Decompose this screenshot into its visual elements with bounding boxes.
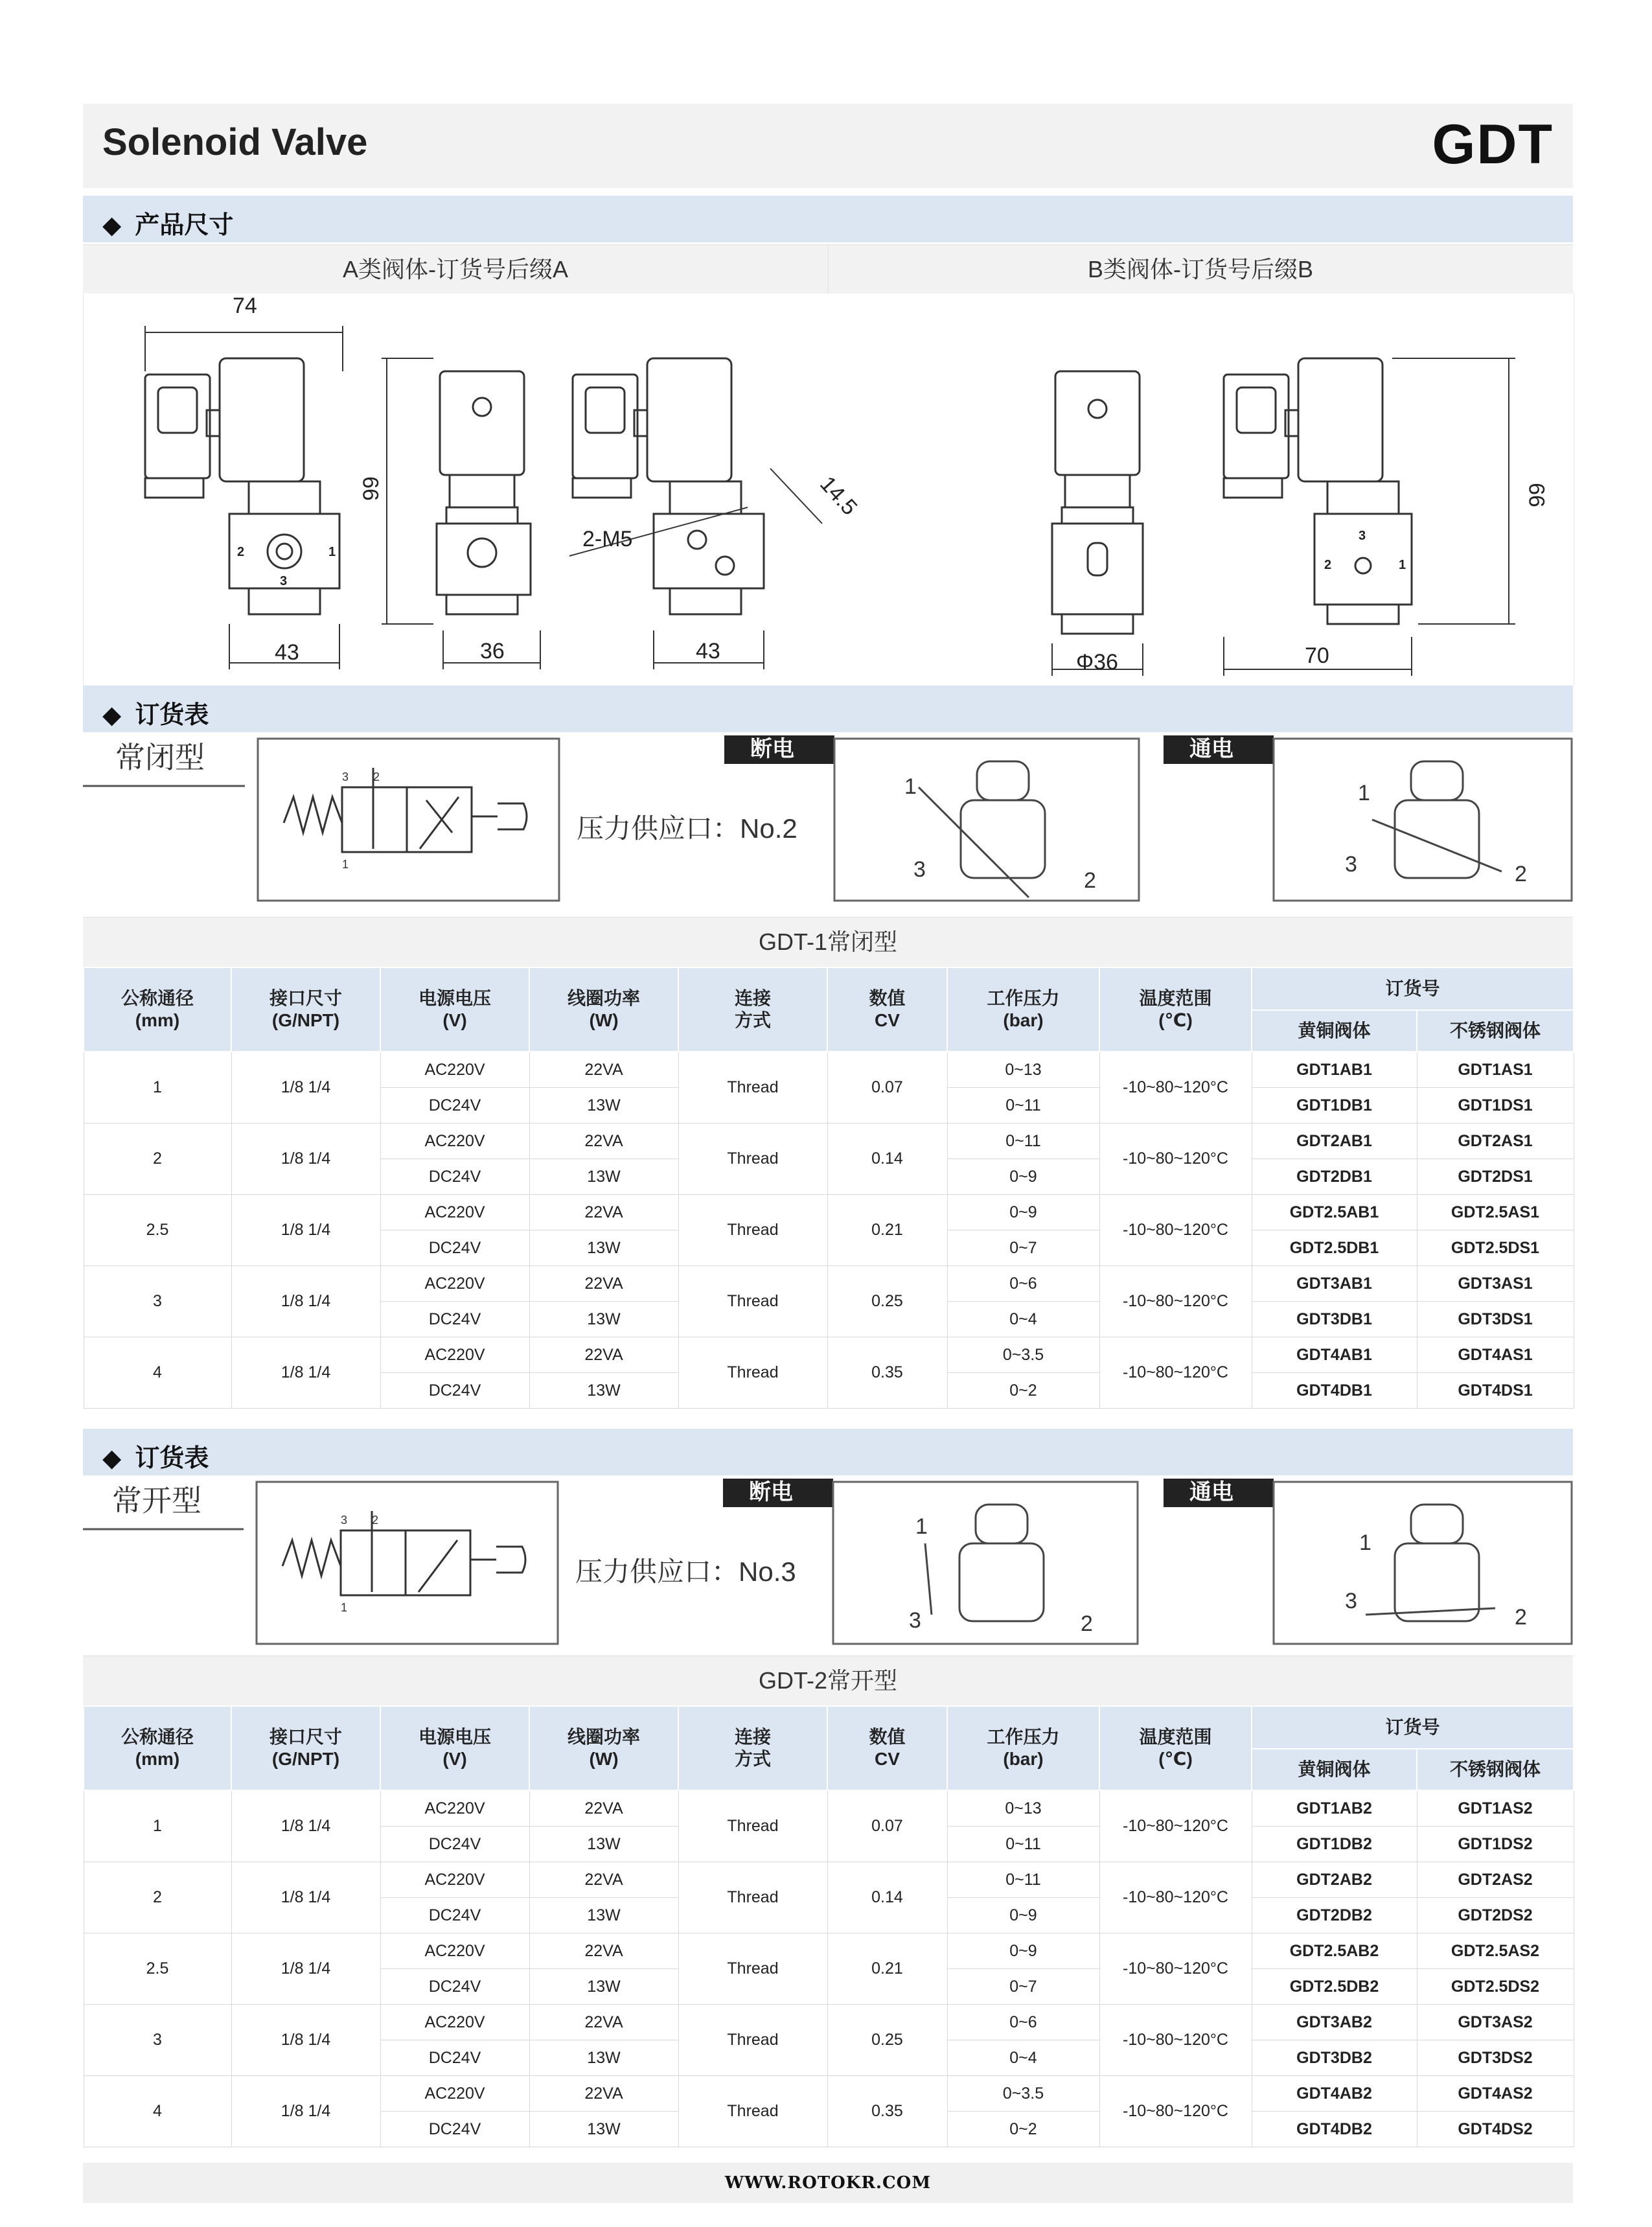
port-label-2-a: 2: [237, 545, 245, 559]
dim-width-a: 74: [233, 294, 257, 318]
cell-voltage: DC24V: [380, 1969, 529, 2005]
col-header-dn: 公称通径 (mm): [84, 1706, 231, 1790]
port-label-1-b: 1: [1399, 558, 1406, 572]
cell-voltage: DC24V: [380, 2112, 529, 2147]
nc-off-label: 断电: [750, 737, 794, 761]
no-on-label: 通电: [1189, 1480, 1233, 1505]
table-row: [84, 1052, 1574, 1088]
valve-a-front-drawing: [145, 326, 343, 669]
nc-on-port2: 2: [1515, 862, 1527, 886]
col-header-order: 订货号: [1252, 1706, 1574, 1749]
cell-voltage: DC24V: [380, 1827, 529, 1862]
section-header-order-no: [83, 1429, 1573, 1475]
cell-port: 1/8 1/4: [231, 1790, 380, 1862]
cell-dn: 1: [84, 1790, 231, 1862]
cell-pressure: 0~2: [947, 2112, 1099, 2147]
cell-connection: Thread: [678, 1862, 827, 1933]
cell-power: 13W: [529, 1373, 678, 1409]
table-row: [84, 1266, 1574, 1302]
nc-off-port2: 2: [1084, 868, 1096, 893]
cell-brass-code: GDT2DB2: [1252, 1898, 1417, 1933]
cell-pressure: 0~13: [947, 1052, 1099, 1088]
cell-ss-code: GDT2.5DS1: [1417, 1230, 1574, 1266]
valve-b-front-drawing: [1224, 358, 1515, 676]
section-title: 产品尺寸: [135, 212, 234, 239]
no-valve-symbol: [257, 1482, 558, 1644]
valve-a-side-drawing: [382, 358, 540, 669]
body-type-b-label: B类阀体-订货号后缀B: [1087, 256, 1313, 283]
no-on-port1: 1: [1359, 1530, 1371, 1555]
cell-voltage: AC220V: [380, 1862, 529, 1898]
cell-port: 1/8 1/4: [231, 2076, 380, 2147]
col-header-pressure: 工作压力 (bar): [947, 1706, 1099, 1790]
cell-voltage: DC24V: [380, 1230, 529, 1266]
cell-connection: Thread: [678, 1790, 827, 1862]
cell-power: 22VA: [529, 1266, 678, 1302]
cell-connection: Thread: [678, 1337, 827, 1409]
cell-temp: -10~80~120°C: [1099, 1337, 1252, 1409]
svg-text:常闭型: 常闭型: [115, 741, 205, 774]
col-header-cv: 数值 CV: [827, 1706, 947, 1790]
cell-pressure: 0~11: [947, 1862, 1099, 1898]
table-title-nc: GDT-1常闭型: [83, 917, 1573, 967]
col-header-ss: 不锈钢阀体: [1417, 1010, 1574, 1052]
col-header-connection: 连接 方式: [678, 1706, 827, 1790]
cell-brass-code: GDT3DB2: [1252, 2040, 1417, 2076]
cell-power: 22VA: [529, 2076, 678, 2112]
cell-voltage: AC220V: [380, 1195, 529, 1230]
page-header: [83, 104, 1573, 188]
section-header-order-nc: [83, 686, 1573, 732]
nc-diagram-row: [83, 735, 1573, 917]
cell-voltage: AC220V: [380, 2005, 529, 2040]
cell-voltage: DC24V: [380, 1898, 529, 1933]
no-supply-port: 压力供应口：No.3: [575, 1556, 796, 1587]
cell-power: 22VA: [529, 1124, 678, 1159]
cell-brass-code: GDT3DB1: [1252, 1302, 1417, 1337]
cell-temp: -10~80~120°C: [1099, 1124, 1252, 1195]
cell-dn: 2.5: [84, 1195, 231, 1266]
no-symbol-port3: 3: [341, 1514, 348, 1527]
cell-brass-code: GDT2.5DB2: [1252, 1969, 1417, 2005]
nc-symbol-port3: 3: [342, 770, 349, 783]
cell-brass-code: GDT1DB1: [1252, 1088, 1417, 1124]
cell-dn: 3: [84, 1266, 231, 1337]
cell-port: 1/8 1/4: [231, 1124, 380, 1195]
cell-port: 1/8 1/4: [231, 2005, 380, 2076]
dim-height-a: 99: [359, 476, 384, 501]
brand-logo: GDT: [1432, 113, 1554, 176]
nc-off-port3: 3: [913, 857, 926, 882]
nc-off-port1: 1: [904, 774, 917, 799]
cell-connection: Thread: [678, 1124, 827, 1195]
cell-ss-code: GDT1DS2: [1417, 1827, 1574, 1862]
col-header-port: 接口尺寸 (G/NPT): [231, 1706, 380, 1790]
cell-brass-code: GDT4AB2: [1252, 2076, 1417, 2112]
cell-ss-code: GDT1DS1: [1417, 1088, 1574, 1124]
dimension-drawing-svg: [84, 294, 1574, 686]
cell-brass-code: GDT2AB1: [1252, 1124, 1417, 1159]
cell-pressure: 0~3.5: [947, 1337, 1099, 1373]
cell-ss-code: GDT2AS1: [1417, 1124, 1574, 1159]
order-table-no: [83, 1705, 1574, 2147]
cell-brass-code: GDT4DB2: [1252, 2112, 1417, 2147]
table-row: [84, 2005, 1574, 2040]
cell-brass-code: GDT3AB2: [1252, 2005, 1417, 2040]
cell-dn: 2: [84, 1862, 231, 1933]
cell-brass-code: GDT2DB1: [1252, 1159, 1417, 1195]
footer-url: WWW.ROTOKR.COM: [83, 2163, 1573, 2203]
cell-dn: 1: [84, 1052, 231, 1124]
section-header-dimensions: [83, 196, 1573, 242]
cell-brass-code: GDT3AB1: [1252, 1266, 1417, 1302]
cell-connection: Thread: [678, 1933, 827, 2005]
cell-power: 13W: [529, 1302, 678, 1337]
cell-ss-code: GDT3AS2: [1417, 2005, 1574, 2040]
cell-pressure: 0~7: [947, 1230, 1099, 1266]
cell-cv: 0.35: [827, 2076, 947, 2147]
cell-power: 13W: [529, 1230, 678, 1266]
cell-connection: Thread: [678, 1052, 827, 1124]
cell-port: 1/8 1/4: [231, 1337, 380, 1409]
cell-voltage: AC220V: [380, 1933, 529, 1969]
cell-ss-code: GDT2.5DS2: [1417, 1969, 1574, 2005]
cell-pressure: 0~11: [947, 1124, 1099, 1159]
cell-dn: 4: [84, 1337, 231, 1409]
cell-dn: 4: [84, 2076, 231, 2147]
table-row: [84, 1790, 1574, 1827]
cell-ss-code: GDT3AS1: [1417, 1266, 1574, 1302]
nc-type-label: [83, 741, 245, 786]
cell-ss-code: GDT2.5AS2: [1417, 1933, 1574, 1969]
cell-cv: 0.07: [827, 1790, 947, 1862]
cell-pressure: 0~9: [947, 1195, 1099, 1230]
cell-power: 13W: [529, 1827, 678, 1862]
col-header-pressure: 工作压力 (bar): [947, 967, 1099, 1052]
cell-pressure: 0~7: [947, 1969, 1099, 2005]
dim-hole-a: 2-M5: [582, 527, 633, 551]
dimension-drawings: [83, 294, 1574, 686]
cell-pressure: 0~11: [947, 1088, 1099, 1124]
cell-temp: -10~80~120°C: [1099, 1862, 1252, 1933]
nc-on-diagram: [1274, 739, 1572, 901]
cell-temp: -10~80~120°C: [1099, 1195, 1252, 1266]
table-row: [84, 1862, 1574, 1898]
cell-connection: Thread: [678, 2005, 827, 2076]
no-symbol-port1: 1: [341, 1601, 348, 1614]
cell-temp: -10~80~120°C: [1099, 2076, 1252, 2147]
valve-a-mount-drawing: [569, 358, 822, 669]
cell-power: 22VA: [529, 1862, 678, 1898]
cell-cv: 0.21: [827, 1195, 947, 1266]
cell-ss-code: GDT4AS1: [1417, 1337, 1574, 1373]
cell-cv: 0.07: [827, 1052, 947, 1124]
col-header-power: 线圈功率 (W): [529, 967, 678, 1052]
body-type-a-label: A类阀体-订货号后缀A: [342, 256, 568, 283]
cell-temp: -10~80~120°C: [1099, 1266, 1252, 1337]
cell-pressure: 0~3.5: [947, 2076, 1099, 2112]
no-type-label: [83, 1484, 244, 1529]
col-header-voltage: 电源电压 (V): [380, 967, 529, 1052]
cell-power: 13W: [529, 1898, 678, 1933]
col-header-dn: 公称通径 (mm): [84, 967, 231, 1052]
nc-supply-port: 压力供应口：No.2: [577, 813, 797, 844]
no-symbol-port2: 2: [372, 1514, 379, 1527]
dim-bottom-a2: 36: [480, 639, 505, 663]
cell-brass-code: GDT1AB1: [1252, 1052, 1417, 1088]
dim-width-b: 70: [1305, 643, 1329, 668]
col-header-ss: 不锈钢阀体: [1417, 1749, 1574, 1790]
col-header-brass: 黄铜阀体: [1252, 1749, 1417, 1790]
no-off-port2: 2: [1081, 1611, 1093, 1636]
cell-voltage: AC220V: [380, 1266, 529, 1302]
no-off-label: 断电: [749, 1480, 793, 1505]
col-header-voltage: 电源电压 (V): [380, 1706, 529, 1790]
cell-brass-code: GDT1DB2: [1252, 1827, 1417, 1862]
cell-pressure: 0~2: [947, 1373, 1099, 1409]
diamond-icon: ◆: [102, 212, 122, 239]
cell-ss-code: GDT4DS2: [1417, 2112, 1574, 2147]
cell-cv: 0.14: [827, 1862, 947, 1933]
cell-pressure: 0~9: [947, 1159, 1099, 1195]
cell-power: 22VA: [529, 1790, 678, 1827]
col-header-cv: 数值 CV: [827, 967, 947, 1052]
table-row: [84, 1933, 1574, 1969]
cell-ss-code: GDT3DS1: [1417, 1302, 1574, 1337]
cell-cv: 0.25: [827, 1266, 947, 1337]
cell-cv: 0.14: [827, 1124, 947, 1195]
dim-height-b: 99: [1525, 483, 1550, 507]
cell-port: 1/8 1/4: [231, 1933, 380, 2005]
cell-power: 22VA: [529, 1195, 678, 1230]
cell-connection: Thread: [678, 1195, 827, 1266]
dim-bottom-a3: 43: [696, 639, 720, 663]
cell-voltage: DC24V: [380, 2040, 529, 2076]
nc-symbol-port1: 1: [342, 858, 349, 871]
cell-power: 13W: [529, 1159, 678, 1195]
cell-temp: -10~80~120°C: [1099, 1790, 1252, 1862]
port-label-1-a: 1: [328, 545, 336, 559]
cell-voltage: DC24V: [380, 1302, 529, 1337]
cell-port: 1/8 1/4: [231, 1862, 380, 1933]
nc-symbol-port2: 2: [373, 770, 380, 783]
col-header-temp: 温度范围 (℃): [1099, 1706, 1252, 1790]
cell-brass-code: GDT4DB1: [1252, 1373, 1417, 1409]
valve-b-side-drawing: [1052, 371, 1143, 676]
cell-connection: Thread: [678, 1266, 827, 1337]
nc-on-port1: 1: [1358, 781, 1370, 805]
cell-ss-code: GDT4AS2: [1417, 2076, 1574, 2112]
cell-pressure: 0~4: [947, 1302, 1099, 1337]
cell-pressure: 0~13: [947, 1790, 1099, 1827]
nc-diagram-svg: [83, 735, 1573, 917]
col-header-port: 接口尺寸 (G/NPT): [231, 967, 380, 1052]
cell-cv: 0.35: [827, 1337, 947, 1409]
cell-brass-code: GDT2.5AB2: [1252, 1933, 1417, 1969]
cell-voltage: AC220V: [380, 1337, 529, 1373]
cell-ss-code: GDT4DS1: [1417, 1373, 1574, 1409]
cell-power: 22VA: [529, 2005, 678, 2040]
cell-ss-code: GDT2DS2: [1417, 1898, 1574, 1933]
table-title-no: GDT-2常开型: [83, 1656, 1573, 1705]
nc-on-port3: 3: [1345, 852, 1357, 877]
diamond-icon: ◆: [102, 702, 122, 729]
cell-temp: -10~80~120°C: [1099, 2005, 1252, 2076]
cell-port: 1/8 1/4: [231, 1195, 380, 1266]
cell-pressure: 0~9: [947, 1933, 1099, 1969]
col-header-brass: 黄铜阀体: [1252, 1010, 1417, 1052]
cell-power: 13W: [529, 2040, 678, 2076]
no-on-port3: 3: [1345, 1589, 1357, 1613]
cell-brass-code: GDT2.5DB1: [1252, 1230, 1417, 1266]
nc-on-label: 通电: [1189, 737, 1233, 761]
cell-dn: 3: [84, 2005, 231, 2076]
cell-pressure: 0~11: [947, 1827, 1099, 1862]
body-type-header: [83, 244, 1573, 295]
cell-ss-code: GDT2AS2: [1417, 1862, 1574, 1898]
cell-connection: Thread: [678, 2076, 827, 2147]
cell-brass-code: GDT4AB1: [1252, 1337, 1417, 1373]
dim-dia-b: Φ36: [1076, 650, 1118, 675]
cell-ss-code: GDT2DS1: [1417, 1159, 1574, 1195]
cell-voltage: AC220V: [380, 1052, 529, 1088]
cell-voltage: DC24V: [380, 1088, 529, 1124]
cell-brass-code: GDT2.5AB1: [1252, 1195, 1417, 1230]
cell-voltage: AC220V: [380, 2076, 529, 2112]
cell-voltage: DC24V: [380, 1373, 529, 1409]
table-row: [84, 2076, 1574, 2112]
cell-cv: 0.21: [827, 1933, 947, 2005]
no-on-diagram: [1274, 1482, 1572, 1644]
col-header-connection: 连接 方式: [678, 967, 827, 1052]
no-diagram-svg: [83, 1479, 1573, 1660]
cell-ss-code: GDT2.5AS1: [1417, 1195, 1574, 1230]
cell-ss-code: GDT3DS2: [1417, 2040, 1574, 2076]
cell-temp: -10~80~120°C: [1099, 1933, 1252, 2005]
cell-pressure: 0~6: [947, 1266, 1099, 1302]
cell-port: 1/8 1/4: [231, 1266, 380, 1337]
cell-voltage: DC24V: [380, 1159, 529, 1195]
no-off-port1: 1: [915, 1514, 928, 1539]
dim-diag-a: 14.5: [815, 471, 862, 520]
port-label-3-b: 3: [1359, 529, 1366, 543]
cell-ss-code: GDT1AS2: [1417, 1790, 1574, 1827]
table-row: [84, 1337, 1574, 1373]
cell-pressure: 0~4: [947, 2040, 1099, 2076]
order-table-nc: [83, 967, 1574, 1409]
cell-pressure: 0~6: [947, 2005, 1099, 2040]
cell-power: 13W: [529, 2112, 678, 2147]
cell-ss-code: GDT1AS1: [1417, 1052, 1574, 1088]
cell-temp: -10~80~120°C: [1099, 1052, 1252, 1124]
port-label-3-a: 3: [280, 574, 288, 588]
section-title: 订货表: [135, 1445, 209, 1472]
no-diagram-row: [83, 1479, 1573, 1660]
col-header-temp: 温度范围 (℃): [1099, 967, 1252, 1052]
table-row: [84, 1124, 1574, 1159]
cell-voltage: AC220V: [380, 1790, 529, 1827]
no-on-port2: 2: [1515, 1605, 1527, 1630]
dim-bottom-a1: 43: [275, 640, 299, 665]
table-row: [84, 1195, 1574, 1230]
cell-port: 1/8 1/4: [231, 1052, 380, 1124]
cell-power: 13W: [529, 1088, 678, 1124]
cell-dn: 2: [84, 1124, 231, 1195]
cell-voltage: AC220V: [380, 1124, 529, 1159]
port-label-2-b: 2: [1324, 558, 1332, 572]
diamond-icon: ◆: [102, 1445, 122, 1472]
cell-power: 22VA: [529, 1337, 678, 1373]
col-header-order: 订货号: [1252, 967, 1574, 1010]
cell-power: 22VA: [529, 1933, 678, 1969]
cell-pressure: 0~9: [947, 1898, 1099, 1933]
cell-cv: 0.25: [827, 2005, 947, 2076]
nc-valve-symbol: [258, 739, 559, 901]
col-header-power: 线圈功率 (W): [529, 1706, 678, 1790]
svg-text:常开型: 常开型: [112, 1484, 201, 1517]
cell-brass-code: GDT1AB2: [1252, 1790, 1417, 1827]
page-title: Solenoid Valve: [102, 121, 368, 163]
no-off-port3: 3: [909, 1608, 921, 1633]
section-title: 订货表: [135, 702, 209, 729]
cell-power: 13W: [529, 1969, 678, 2005]
cell-dn: 2.5: [84, 1933, 231, 2005]
cell-brass-code: GDT2AB2: [1252, 1862, 1417, 1898]
cell-power: 22VA: [529, 1052, 678, 1088]
